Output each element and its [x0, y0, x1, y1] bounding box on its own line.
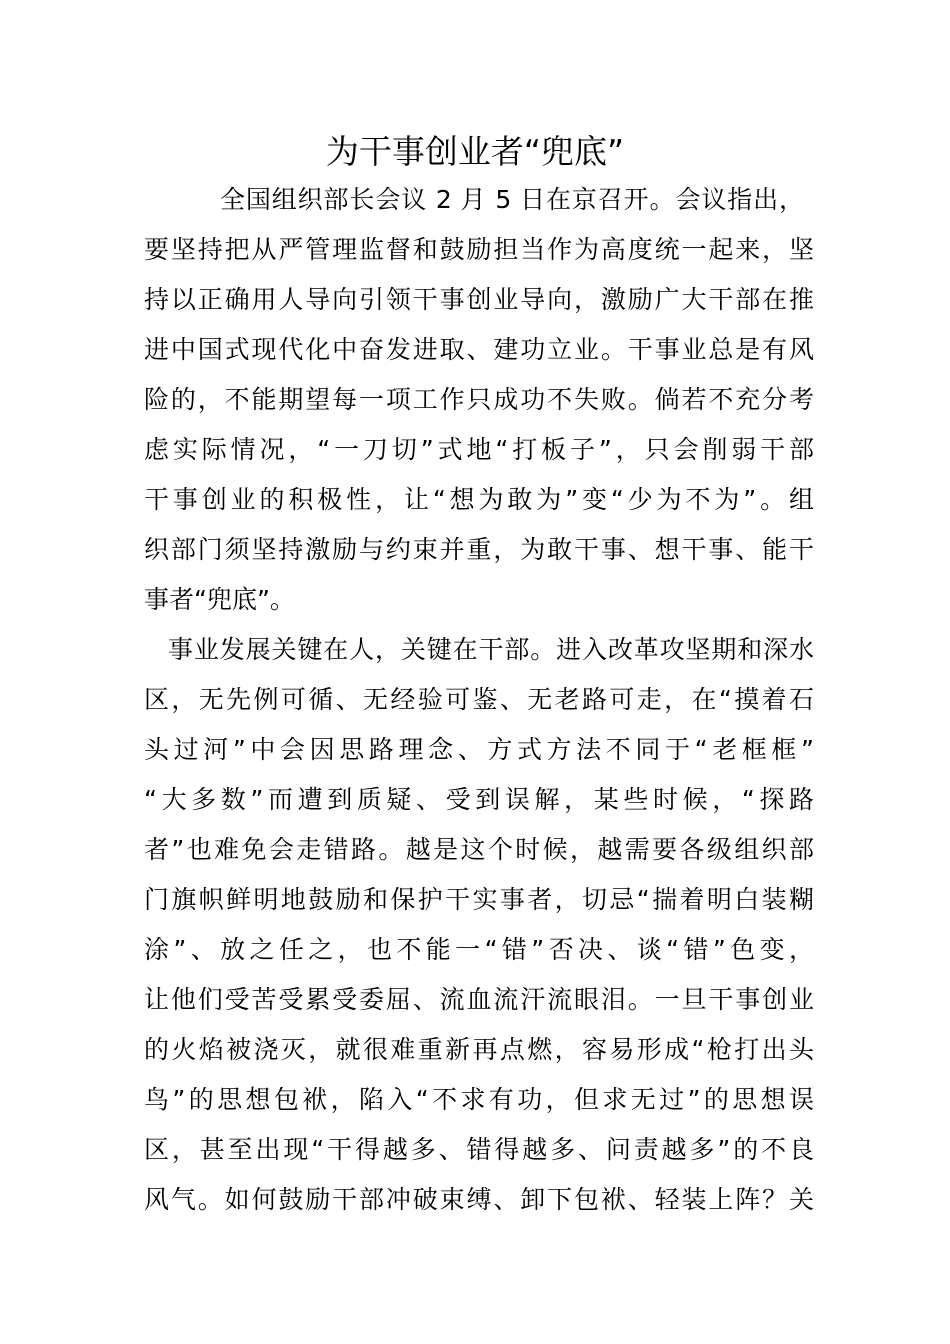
paragraph-1-line-5: 险的，不能期望每一项工作只成功不失败。倘若不充分考	[144, 385, 814, 414]
paragraph-1-line-3: 持以正确用人导向引领干事创业导向，激励广大干部在推	[144, 285, 814, 314]
paragraph-2-line-6: 门旗帜鲜明地鼓励和保护干实事者，切忌“揣着明白装糊	[144, 885, 814, 914]
paragraph-1-line-6: 虑实际情况，“一刀切”式地“打板子”，只会削弱干部	[144, 435, 814, 464]
paragraph-2-line-8: 让他们受苦受累受委屈、流血流汗流眼泪。一旦干事创业	[144, 985, 814, 1014]
paragraph-2-line-11: 区，甚至出现“干得越多、错得越多、问责越多”的不良	[144, 1135, 814, 1164]
paragraph-2-line-7: 涂”、放之任之，也不能一“错”否决、谈“错”色变，	[144, 935, 814, 964]
paragraph-2-line-12: 风气。如何鼓励干部冲破束缚、卸下包袱、轻装上阵？关	[144, 1185, 814, 1214]
paragraph-1-line-7: 干事创业的积极性，让“想为敢为”变“少为不为”。组	[144, 485, 814, 514]
paragraph-2-line-10: 鸟”的思想包袱，陷入“不求有功，但求无过”的思想误	[144, 1085, 814, 1114]
paragraph-1-line-9: 事者“兜底”。	[144, 585, 295, 614]
document-title: 为干事创业者“兜底”	[325, 132, 625, 171]
paragraph-2-line-4: “大多数”而遭到质疑、受到误解，某些时候，“探路	[144, 785, 814, 814]
paragraph-2-line-5: 者”也难免会走错路。越是这个时候，越需要各级组织部	[144, 835, 814, 864]
paragraph-2-line-2: 区，无先例可循、无经验可鉴、无老路可走，在“摸着石	[144, 685, 814, 714]
paragraph-1-line-2: 要坚持把从严管理监督和鼓励担当作为高度统一起来，坚	[144, 235, 814, 264]
paragraph-1-line-4: 进中国式现代化中奋发进取、建功立业。干事业总是有风	[144, 335, 814, 364]
paragraph-2-line-1: 事业发展关键在人，关键在干部。进入改革攻坚期和深水	[168, 635, 814, 664]
paragraph-2-line-9: 的火焰被浇灭，就很难重新再点燃，容易形成“枪打出头	[144, 1035, 814, 1064]
paragraph-1-line-1: 全国组织部长会议 2 月 5 日在京召开。会议指出，	[220, 185, 804, 214]
paragraph-1-line-8: 织部门须坚持激励与约束并重，为敢干事、想干事、能干	[144, 535, 814, 564]
paragraph-2-line-3: 头过河”中会因思路理念、方式方法不同于“老框框”	[144, 735, 814, 764]
